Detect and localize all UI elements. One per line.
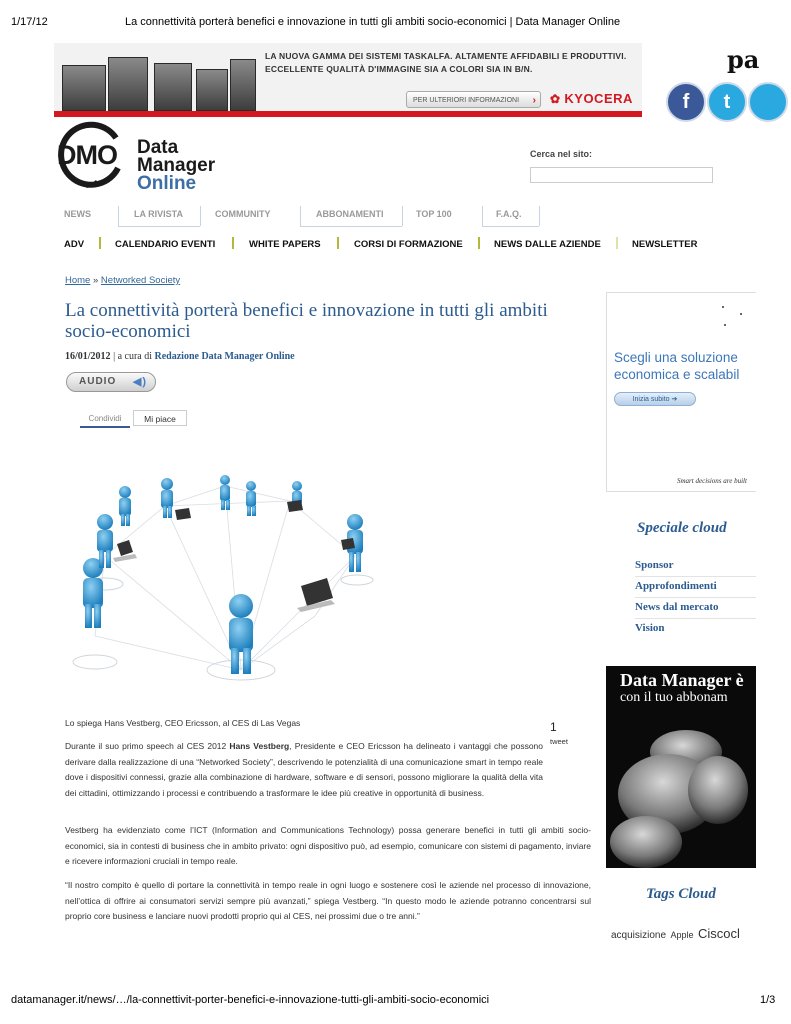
kyocera-mark-icon: ✿: [550, 92, 565, 106]
image-caption: Lo spiega Hans Vestberg, CEO Ericsson, al CES di Las Vegas: [65, 718, 301, 728]
network-people-image: [65, 456, 391, 708]
audio-label: AUDIO: [79, 376, 117, 387]
sidebar-ad-cloud[interactable]: [606, 292, 756, 492]
nav-divider: [232, 237, 234, 249]
byline-prefix: | a cura di: [113, 351, 152, 362]
ad-footer-text: Smart decisions are built: [677, 477, 747, 485]
nav-adv[interactable]: ADV: [64, 239, 85, 250]
article-date: 16/01/2012: [65, 351, 111, 362]
speciale-item-news-dal-mercato[interactable]: News dal mercato: [635, 601, 719, 613]
arrow-right-icon: ➔: [671, 396, 678, 403]
tag-link[interactable]: cl: [730, 926, 740, 941]
logo-mark[interactable]: DMO: [57, 140, 117, 170]
nav-top-100[interactable]: TOP 100: [416, 209, 452, 219]
nav-divider: [300, 206, 301, 226]
speciale-item-vision[interactable]: Vision: [635, 622, 665, 634]
ad-headline: Scegli una soluzione economica e scalabil: [614, 350, 740, 382]
article-paragraph: Vestberg ha evidenziato come l’ICT (Information and Communications Technology) possa generare benefici in tutti gli ambiti socio-economici, sia in contesti di business che in ambito privato: ogni dispositivo può, ad esempio, comunicare con sistemi di pagamento, inviare e ricevere informazioni cruciali in tempo reale.: [65, 825, 591, 866]
p1-bold-name: Hans Vestberg: [229, 741, 290, 751]
printer-image: [108, 57, 148, 111]
banner-red-stripe: [54, 111, 642, 117]
speciale-item-approfondimenti[interactable]: Approfondimenti: [635, 580, 717, 592]
like-button[interactable]: Mi piace: [133, 410, 187, 426]
breadcrumb-section[interactable]: Networked Society: [100, 275, 181, 286]
social-icon-partial[interactable]: [748, 82, 788, 122]
p1-start: Durante il suo primo speech al CES 2012: [65, 741, 230, 751]
logo-line: Manager: [137, 155, 216, 176]
speaker-icon: ◀): [132, 376, 147, 388]
tags-cloud-title: Tags Cloud: [646, 886, 716, 902]
subscription-ad[interactable]: [606, 666, 756, 868]
decor-dot: [724, 324, 726, 326]
speciale-cloud-title: Speciale cloud: [637, 520, 727, 536]
search-input[interactable]: [530, 167, 713, 183]
nav-newsletter[interactable]: NEWSLETTER: [632, 239, 698, 250]
breadcrumb-separator: »: [92, 275, 99, 286]
tags-cloud: [611, 925, 740, 943]
article-byline: [65, 351, 295, 362]
nav-underline: [118, 226, 200, 227]
nav-abbonamenti[interactable]: ABBONAMENTI: [316, 209, 384, 219]
p1-end: , Presidente e CEO Ericsson ha delineato i vantaggi che possono derivare dalla realizzazione di una “Networked Society”, descrivendo le potenzialità di una comunicazione smart in tempo reale dove i dispositivi connessi, grazie alla combinazione di hardware, software e di sensori, possono migliorare la qualità della vita dei cittadini, ottimizzando i processi e contribuendo a trasformare le idee più creative in opportunità di business.: [65, 741, 543, 798]
nav-divider: [482, 206, 483, 226]
nav-underline: [300, 226, 402, 227]
divider: [635, 576, 756, 577]
logo-line: Online: [137, 173, 197, 194]
nav-divider: [118, 206, 119, 226]
breadcrumb-home[interactable]: Home: [65, 275, 91, 286]
print-date: 1/17/12: [11, 16, 48, 28]
site-logo[interactable]: [137, 139, 215, 193]
tag-link[interactable]: acquisizione: [611, 930, 667, 941]
audio-button[interactable]: [66, 372, 156, 392]
nav-calendario-eventi[interactable]: CALENDARIO EVENTI: [115, 239, 216, 250]
nav-corsi-di-formazione[interactable]: CORSI DI FORMAZIONE: [354, 239, 463, 250]
print-url: datamanager.it/news/…/la-connettivit-porter-benefici-e-innovazione-tutti-gli-ambiti-socio-economici: [11, 994, 490, 1006]
decor-dot: [722, 306, 724, 308]
banner-subline: ECCELLENTE QUALITÀ D'IMMAGINE SIA A COLORI SIA IN B/N.: [265, 64, 533, 74]
twitter-icon[interactable]: t: [707, 82, 747, 122]
article-paragraph: “Il nostro compito è quello di portare la connettività in tempo reale in ogni luogo e sostenere così le aziende nel processo di innovazione, nell’ottica di offrire ai consumatori servizi sempre più avanzati,” spiega Vestberg. “In questo modo le aziende potranno concentrarsi sul proprio core business e lanciare nuovi prodotti proprio qui al CES, nei prossimi due o tre anni.”: [65, 880, 591, 921]
printer-image: [196, 69, 228, 111]
print-title: La connettività porterà benefici e innovazione in tutti gli ambiti socio-economici | Data Manager Online: [125, 16, 621, 28]
facebook-icon[interactable]: f: [666, 82, 706, 122]
nav-community[interactable]: COMMUNITY: [215, 209, 271, 219]
kyocera-banner[interactable]: [54, 43, 642, 117]
tweet-label[interactable]: tweet: [550, 737, 568, 746]
nav-la-rivista[interactable]: LA RIVISTA: [134, 209, 183, 219]
nav-divider: [337, 237, 339, 249]
share-button[interactable]: Condividi: [80, 411, 130, 428]
nav-faq[interactable]: F.A.Q.: [496, 209, 522, 219]
arrow-right-icon: ›: [532, 95, 536, 106]
article-paragraph: [65, 739, 543, 801]
divider: [635, 618, 756, 619]
nav-divider: [402, 206, 403, 226]
nav-news-dalle-aziende[interactable]: NEWS DALLE AZIENDE: [494, 239, 601, 250]
nav-divider: [539, 206, 540, 226]
banner-info-button[interactable]: [406, 91, 541, 108]
print-page-number: 1/3: [760, 994, 776, 1006]
decor-dot: [740, 313, 742, 315]
printer-image: [230, 59, 256, 111]
nav-white-papers[interactable]: WHITE PAPERS: [249, 239, 321, 250]
printer-image: [154, 63, 192, 111]
tag-link[interactable]: Cisco: [697, 926, 731, 941]
kyocera-logo: ✿ KYOCERA: [550, 91, 633, 106]
logo-line: Data: [137, 137, 179, 158]
nav-divider: [99, 237, 101, 249]
tweet-count: 1: [550, 720, 557, 734]
printer-image: [62, 65, 106, 111]
article-author[interactable]: Redazione Data Manager Online: [154, 351, 295, 362]
tag-link[interactable]: Apple: [670, 930, 694, 940]
divider: [635, 597, 756, 598]
ad-start-button[interactable]: Inizia subito ➔: [614, 392, 696, 406]
nav-divider: [200, 206, 201, 226]
breadcrumb: [65, 275, 180, 286]
article-title: La connettività porterà benefici e innovazione in tutti gli ambiti socio-economici: [65, 300, 548, 342]
nav-divider: [478, 237, 480, 249]
athlete-image: [606, 712, 756, 868]
ad-subline: con il tuo abbonam: [620, 690, 728, 705]
banner-headline: LA NUOVA GAMMA DEI SISTEMI TASKALFA. ALTAMENTE AFFIDABILI E PRODUTTIVI.: [265, 51, 627, 61]
nav-news[interactable]: NEWS: [64, 209, 91, 219]
search-label: Cerca nel sito:: [530, 149, 593, 159]
ad-headline: Data Manager è: [620, 670, 744, 690]
nav-underline: [482, 226, 539, 227]
side-ad-text: pa: [727, 45, 760, 74]
nav-divider: [616, 237, 618, 249]
speciale-item-sponsor[interactable]: Sponsor: [635, 559, 674, 571]
banner-info-label: PER ULTERIORI INFORMAZIONI: [413, 97, 520, 104]
